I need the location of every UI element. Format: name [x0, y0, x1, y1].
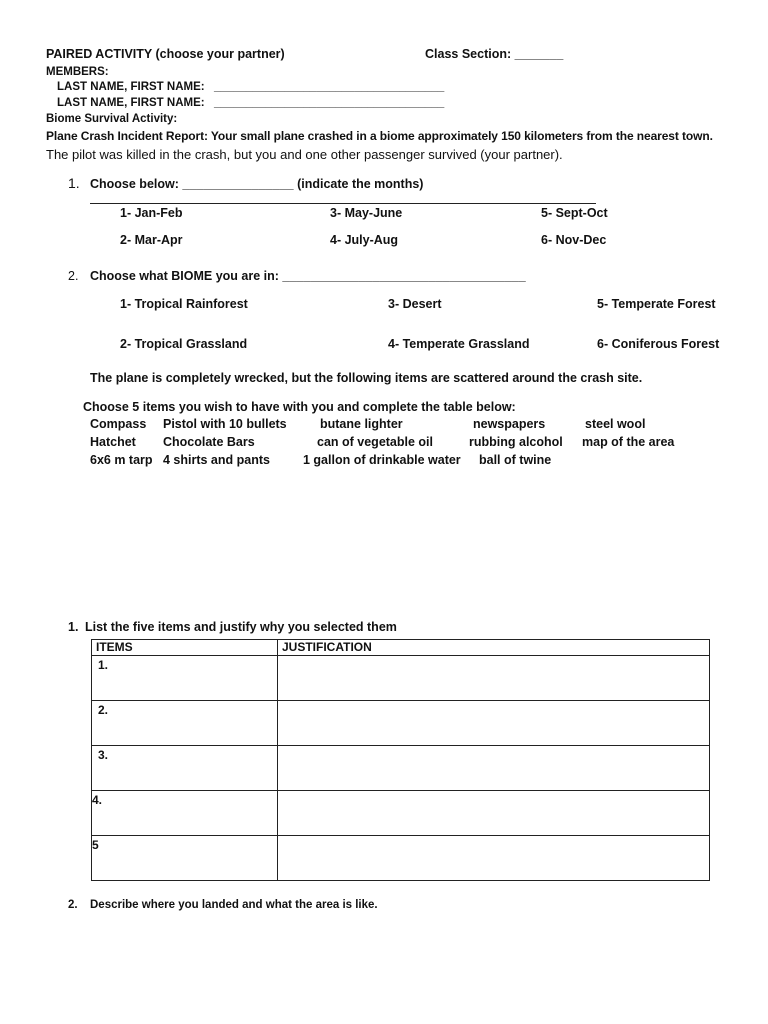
table-row — [92, 746, 710, 791]
item-cell[interactable]: 3. — [92, 746, 278, 791]
item-option[interactable]: Pistol with 10 bullets — [163, 417, 287, 431]
choose-items-text: Choose 5 items you wish to have with you and complete the table below: — [83, 400, 516, 414]
biome-option[interactable]: 1- Tropical Rainforest — [120, 297, 248, 311]
class-section-field[interactable]: Class Section: _______ — [425, 47, 564, 61]
item-option[interactable]: Chocolate Bars — [163, 435, 255, 449]
table-header-row — [92, 640, 710, 656]
item-option[interactable]: map of the area — [582, 435, 675, 449]
biome-option[interactable]: 4- Temperate Grassland — [388, 337, 530, 351]
item-option[interactable]: rubbing alcohol — [469, 435, 563, 449]
month-option[interactable]: 1- Jan-Feb — [120, 206, 183, 220]
biome-option[interactable]: 6- Coniferous Forest — [597, 337, 720, 351]
list-prompt: List the five items and justify why you selected them — [85, 620, 397, 634]
table-row — [92, 836, 710, 881]
item-cell[interactable]: 4. — [92, 791, 278, 836]
item-option[interactable]: 4 shirts and pants — [163, 453, 270, 467]
table-row — [92, 791, 710, 836]
justification-cell[interactable] — [278, 656, 710, 701]
biome-option[interactable]: 2- Tropical Grassland — [120, 337, 248, 351]
table-row — [92, 656, 710, 701]
item-cell[interactable]: 5 — [92, 836, 278, 881]
item-option[interactable]: Hatchet — [90, 435, 136, 449]
q2-number: 2. — [68, 269, 79, 283]
name-blank-2[interactable]: ____________________________________ — [214, 97, 445, 109]
name-label-1: LAST NAME, FIRST NAME: — [57, 81, 205, 93]
wrecked-text: The plane is completely wrecked, but the following items are scattered around the crash site. — [90, 371, 643, 385]
justification-cell[interactable] — [278, 836, 710, 881]
describe-prompt: Describe where you landed and what the area is like. — [90, 899, 378, 911]
describe-number: 2. — [68, 899, 78, 911]
month-option[interactable]: 5- Sept-Oct — [541, 206, 608, 220]
q1-prompt[interactable]: Choose below: ________________ (indicate the months) — [90, 177, 424, 191]
month-option[interactable]: 2- Mar-Apr — [120, 233, 183, 247]
activity-title: Biome Survival Activity: — [46, 113, 178, 125]
month-option[interactable]: 4- July-Aug — [330, 233, 399, 247]
item-option[interactable]: can of vegetable oil — [317, 435, 434, 449]
item-option[interactable]: 1 gallon of drinkable water — [303, 453, 461, 467]
month-option[interactable]: 6- Nov-Dec — [541, 233, 607, 247]
month-option[interactable]: 3- May-June — [330, 206, 403, 220]
justification-cell[interactable] — [278, 746, 710, 791]
item-option[interactable]: 6x6 m tarp — [90, 453, 153, 467]
justification-cell[interactable] — [278, 701, 710, 746]
q2-prompt[interactable]: Choose what BIOME you are in: ___________________________________ — [90, 269, 526, 283]
q1-underline — [90, 203, 596, 204]
q1-number: 1. — [68, 175, 80, 191]
pilot-line: The pilot was killed in the crash, but you and one other passenger survived (your partner). — [46, 147, 563, 162]
biome-option[interactable]: 3- Desert — [388, 297, 442, 311]
items-column-header: ITEMS — [92, 640, 278, 656]
justification-cell[interactable] — [278, 791, 710, 836]
activity-heading: PAIRED ACTIVITY (choose your partner) — [46, 47, 285, 61]
item-option[interactable]: ball of twine — [479, 453, 552, 467]
name-blank-1[interactable]: ____________________________________ — [214, 81, 445, 93]
members-label: MEMBERS: — [46, 66, 109, 78]
list-number: 1. — [68, 620, 79, 634]
item-option[interactable]: Compass — [90, 417, 147, 431]
item-cell[interactable]: 1. — [92, 656, 278, 701]
item-option[interactable]: newspapers — [473, 417, 546, 431]
name-label-2: LAST NAME, FIRST NAME: — [57, 97, 205, 109]
item-option[interactable]: butane lighter — [320, 417, 403, 431]
items-justification-table — [91, 639, 710, 881]
table-row — [92, 701, 710, 746]
item-option[interactable]: steel wool — [585, 417, 646, 431]
biome-option[interactable]: 5- Temperate Forest — [597, 297, 716, 311]
report-line: Plane Crash Incident Report: Your small plane crashed in a biome approximately 150 kilometers from the nearest town. — [46, 129, 713, 143]
justification-column-header: JUSTIFICATION — [278, 640, 710, 656]
item-cell[interactable]: 2. — [92, 701, 278, 746]
